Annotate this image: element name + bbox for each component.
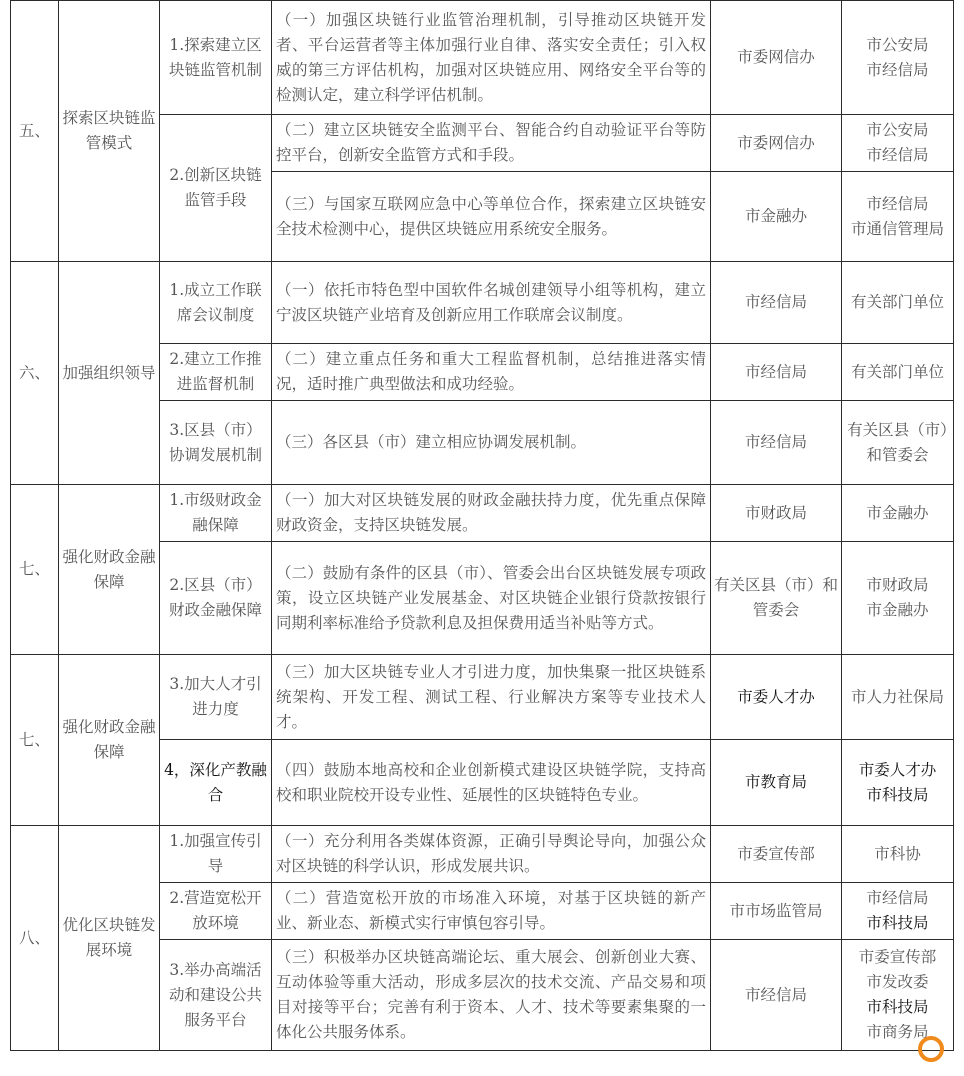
lead-unit: 市教育局 xyxy=(711,740,842,826)
table-row xyxy=(11,826,954,883)
coop-unit: 有关部门单位 xyxy=(842,344,954,401)
lead-unit: 市市场监管局 xyxy=(711,883,842,940)
task-name: 2.创新区块链监管手段 xyxy=(160,115,272,262)
coop-unit: 市财政局 xyxy=(866,576,929,594)
task-name: 2.营造宽松开放环境 xyxy=(160,883,272,940)
lead-unit: 市经信局 xyxy=(711,344,842,401)
task-name: 2.区县（市）财政金融保障 xyxy=(160,542,272,655)
coop-unit: 市公安局 xyxy=(866,121,929,139)
section-number: 八、 xyxy=(11,826,59,1051)
measure-text: （二）建立重点任务和重大工程监督机制，总结推进落实情况，适时推广典型做法和成功经验。 xyxy=(272,344,711,401)
coop-units xyxy=(842,115,954,172)
orange-ring-icon[interactable] xyxy=(918,1036,944,1062)
lead-unit: 市经信局 xyxy=(711,401,842,485)
measure-text: （二）营造宽松开放的市场准入环境，对基于区块链的新产业、新业态、新模式实行审慎包容引导。 xyxy=(272,883,711,940)
section-number: 七、 xyxy=(11,655,59,826)
task-name: 1.成立工作联席会议制度 xyxy=(160,262,272,344)
lead-unit: 市财政局 xyxy=(711,485,842,542)
task-name: 3.加大人才引进力度 xyxy=(160,655,272,740)
measure-text: （一）充分利用各类媒体资源，正确引导舆论导向，加强公众对区块链的科学认识，形成发展共识。 xyxy=(272,826,711,883)
task-name: 4，深化产教融合 xyxy=(160,740,272,826)
task-table xyxy=(10,0,954,1051)
task-table-container xyxy=(10,0,954,1051)
task-name: 1.加强宣传引导 xyxy=(160,826,272,883)
coop-unit: 市委人才办 xyxy=(858,760,937,779)
lead-unit: 市委宣传部 xyxy=(711,826,842,883)
measure-text: （一）加大对区块链发展的财政金融扶持力度，优先重点保障财政资金，支持区块链发展。 xyxy=(272,485,711,542)
coop-units xyxy=(842,940,954,1051)
lead-unit: 市经信局 xyxy=(711,940,842,1051)
task-name: 2.建立工作推进监督机制 xyxy=(160,344,272,401)
table-row xyxy=(11,1,954,115)
task-name: 1.探索建立区块链监管机制 xyxy=(160,1,272,115)
lead-unit: 市委网信办 xyxy=(711,1,842,115)
coop-unit: 市委宣传部 xyxy=(858,948,937,966)
section-title: 强化财政金融保障 xyxy=(59,485,160,655)
measure-text: （二）鼓励有条件的区县（市）、管委会出台区块链发展专项政策，设立区块链产业发展基金、对区块链企业银行贷款按银行同期利率标准给予贷款利息及担保费用适当补贴等方式。 xyxy=(272,542,711,655)
coop-unit: 市公安局 xyxy=(866,35,929,54)
coop-units xyxy=(842,542,954,655)
section-number: 五、 xyxy=(11,1,59,262)
coop-units xyxy=(842,740,954,826)
measure-text: （三）与国家互联网应急中心等单位合作，探索建立区块链安全技术检测中心，提供区块链应用系统安全服务。 xyxy=(272,172,711,262)
section-title: 强化财政金融保障 xyxy=(59,655,160,826)
section-title: 加强组织领导 xyxy=(59,262,160,485)
section-title: 探索区块链监管模式 xyxy=(59,1,160,262)
lead-unit: 市经信局 xyxy=(711,262,842,344)
coop-unit: 市科技局 xyxy=(866,785,929,804)
coop-unit: 市金融办 xyxy=(842,485,954,542)
task-name: 3.区县（市）协调发展机制 xyxy=(160,401,272,485)
lead-unit: 有关区县（市）和管委会 xyxy=(711,542,842,655)
table-row xyxy=(11,655,954,740)
table-row xyxy=(11,485,954,542)
task-name: 1.市级财政金融保障 xyxy=(160,485,272,542)
measure-text: （一）加强区块链行业监管治理机制，引导推动区块链开发者、平台运营者等主体加强行业自律、落实安全责任；引入权威的第三方评估机构，加强对区块链应用、网络安全平台等的检测认定，建立科学评估机制。 xyxy=(272,1,711,115)
coop-unit: 市人力社保局 xyxy=(842,655,954,740)
coop-unit: 市通信管理局 xyxy=(850,219,944,238)
coop-units xyxy=(842,172,954,262)
coop-unit: 市金融办 xyxy=(866,601,929,619)
lead-unit: 市委网信办 xyxy=(711,115,842,172)
coop-unit: 市商务局 xyxy=(866,1023,929,1041)
coop-unit: 市经信局 xyxy=(866,889,929,907)
coop-unit: 市科技局 xyxy=(866,914,929,932)
task-name: 3.举办高端活动和建设公共服务平台 xyxy=(160,940,272,1051)
table-row xyxy=(11,262,954,344)
coop-unit: 市经信局 xyxy=(866,60,929,79)
lead-unit: 市委人才办 xyxy=(711,655,842,740)
coop-unit: 有关区县（市）和管委会 xyxy=(842,401,954,485)
coop-unit: 市科技局 xyxy=(866,998,929,1016)
measure-text: （三）加大区块链专业人才引进力度，加快集聚一批区块链系统架构、开发工程、测试工程、行业解决方案等专业技术人才。 xyxy=(272,655,711,740)
measure-text: （三）积极举办区块链高端论坛、重大展会、创新创业大赛、互动体验等重大活动，形成多层次的技术交流、产品交易和项目对接等平台；完善有利于资本、人才、技术等要素集聚的一体化公共服务体系。 xyxy=(272,940,711,1051)
measure-text: （三）各区县（市）建立相应协调发展机制。 xyxy=(272,401,711,485)
section-title: 优化区块链发展环境 xyxy=(59,826,160,1051)
lead-unit: 市金融办 xyxy=(711,172,842,262)
coop-unit: 市经信局 xyxy=(866,194,929,213)
section-number: 七、 xyxy=(11,485,59,655)
measure-text: （四）鼓励本地高校和企业创新模式建设区块链学院，支持高校和职业院校开设专业性、延展性的区块链特色专业。 xyxy=(272,740,711,826)
coop-units xyxy=(842,1,954,115)
measure-text: （一）依托市特色型中国软件名城创建领导小组等机构，建立宁波区块链产业培育及创新应用工作联席会议制度。 xyxy=(272,262,711,344)
coop-unit: 市发改委 xyxy=(866,973,929,991)
coop-units xyxy=(842,883,954,940)
coop-unit: 有关部门单位 xyxy=(842,262,954,344)
coop-unit: 市科协 xyxy=(842,826,954,883)
section-number: 六、 xyxy=(11,262,59,485)
measure-text: （二）建立区块链安全监测平台、智能合约自动验证平台等防控平台，创新安全监管方式和手段。 xyxy=(272,115,711,172)
coop-unit: 市经信局 xyxy=(866,146,929,164)
